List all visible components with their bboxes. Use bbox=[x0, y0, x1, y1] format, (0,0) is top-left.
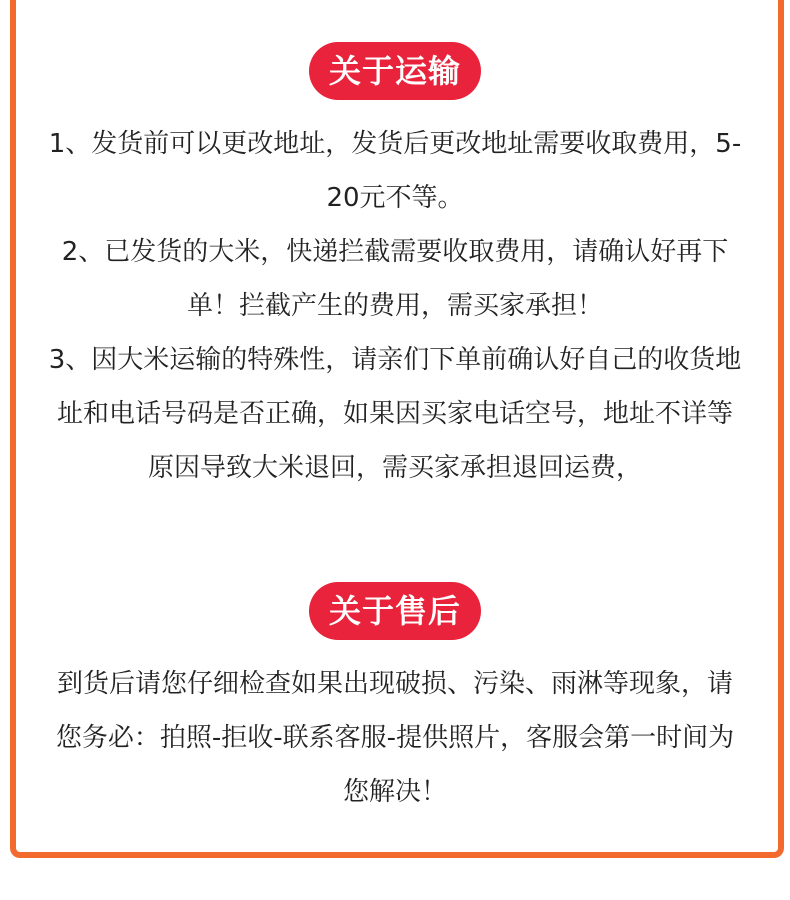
aftersale-text: 到货后请您仔细检查如果出现破损、污染、雨淋等现象，请您务必：拍照-拒收-联系客服-提供照片，客服会第一时间为您解决！ bbox=[55, 669, 735, 807]
shipping-section-title: 关于运输 bbox=[309, 42, 481, 100]
aftersale-section-title: 关于售后 bbox=[309, 582, 481, 640]
shipping-item-1: 1、发货前可以更改地址，发货后更改地址需要收取费用，5-20元不等。 bbox=[48, 129, 742, 213]
shipping-item-2: 2、已发货的大米，快递拦截需要收取费用，请确认好再下单！拦截产生的费用，需买家承担！ bbox=[61, 237, 729, 321]
shipping-item-3: 3、因大米运输的特殊性，请亲们下单前确认好自己的收货地址和电话号码是否正确，如果因买家电话空号，地址不详等原因导致大米退回，需买家承担退回运费， bbox=[48, 345, 742, 483]
